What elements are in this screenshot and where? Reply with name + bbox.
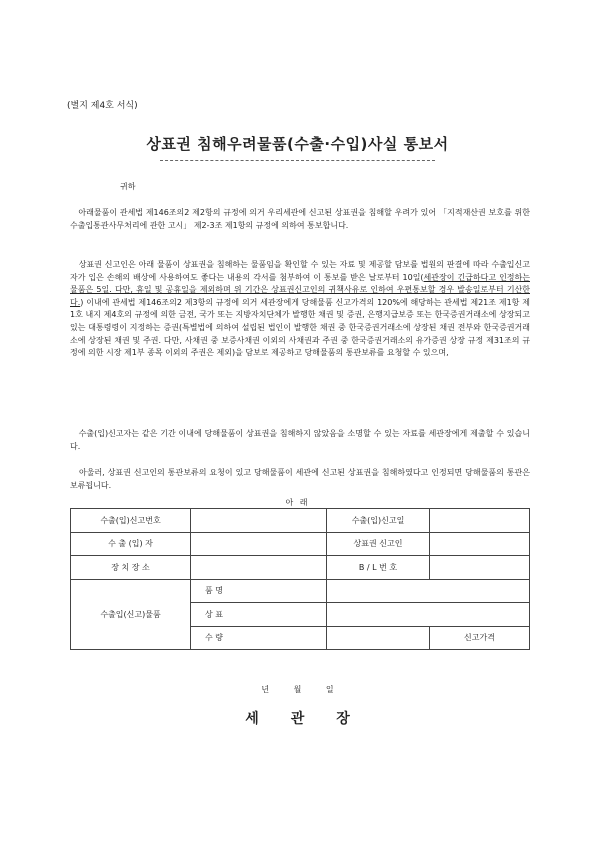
signature-char-1: 세 — [245, 711, 259, 727]
paragraph-trademark-reporter — [70, 259, 530, 360]
trademark-value — [327, 603, 530, 627]
paragraph2-part-a: 상표권 신고인은 아래 물품이 상표권을 침해하는 물품임을 확인할 수 있는 자료 및 제공할 담보를 법원의 판결에 따라 수출입신고자가 입은 손해의 배상에 사용하여도 좋다는 내용의 각서를 첨부하여 이 통보를 받은 날로부터 10일( — [70, 260, 530, 282]
below-label: 아 래 — [285, 498, 310, 507]
declaration-date-value — [430, 509, 530, 533]
recipient-label: 귀하 — [120, 182, 136, 191]
paragraph2-underlined: 세관장이 긴급하다고 인정하는 물품은 5일. 다만, 휴일 및 공휴일을 제외하며 위 기간은 상표권신고인의 귀책사유로 인하여 우편통보할 경우 발송일로부터 기산한다. — [70, 272, 530, 307]
declaration-date-label: 수출(입)신고일 — [327, 509, 430, 533]
declaration-no-label: 수출(입)신고번호 — [71, 509, 191, 533]
signature-char-3: 장 — [336, 711, 350, 727]
trademark-reporter-value — [430, 532, 530, 556]
storage-place-label: 장 치 장 소 — [71, 556, 191, 580]
bl-no-value — [430, 556, 530, 580]
paragraph-hold: 아울러, 상표권 신고인의 통관보류의 요청이 있고 당해물품이 세관에 신고된 상표권을 침해하였다고 인정되면 당해물품의 통관은 보류됩니다. — [70, 468, 530, 490]
goods-label: 수출입(신고)물품 — [71, 579, 191, 650]
date-line: 년 월 일 — [261, 685, 334, 694]
trademark-label: 상 표 — [191, 603, 327, 627]
quantity-value — [327, 626, 430, 650]
signature-char-2: 관 — [290, 711, 305, 727]
goods-info-table — [70, 508, 530, 650]
paragraph-notice: 아래물품이 관세법 제146조의2 제2항의 규정에 의거 우리세관에 신고된 상표권을 침해할 우려가 있어 「지적재산권 보호를 위한 수출입통관사무처리에 관한 고시」 제2-3조 제1항의 규정에 의하여 통보합니다. — [70, 208, 530, 230]
paragraph2-part-b: ) 이내에 관세법 제146조의2 제3항의 규정에 의거 세관장에게 당해물품 신고가격의 120%에 해당하는 관세법 제21조 제1항 제1호 내지 제4호의 규정에 의한 금전, 국가 또는 지방자치단체가 발행한 채권 및 증권, 은행지급보증 또는 한국증권거래소에 상장되고 있는 대통령령이 지정하는 증권(특별법에 의하여 설립된 법인이 발행한 채권 중 한국증권거래소에 상장된 채권 전부와 한국증권거래소에 상장된 채권 및 주권. 다만, 사채권 중 보증사채권 이외의 사채권과 주권 중 한국증권거래소의 유가증권 상장 규정 제31조의 규정에 의한 시장 제1부 종목 이외의 주권은 제외)을 담보로 제공하고 당해물품의 통관보류를 요청할 수 있으며, — [70, 297, 530, 358]
customs-director-signature — [0, 708, 595, 728]
paragraph-declarant: 수출(입)신고자는 같은 기간 이내에 당해물품이 상표권을 침해하지 않았음을 소명할 수 있는 자료를 세관장에게 제출할 수 있습니다. — [70, 429, 530, 451]
document-title: 상표권 침해우려물품(수출·수입)사실 통보서 — [146, 135, 449, 153]
declarant-value — [191, 532, 327, 556]
declarant-label: 수 출 (입) 자 — [71, 532, 191, 556]
declared-price-label: 신고가격 — [430, 626, 530, 650]
item-name-label: 품 명 — [191, 579, 327, 603]
trademark-reporter-label: 상표권 신고인 — [327, 532, 430, 556]
bl-no-label: B / L 번 호 — [327, 556, 430, 580]
item-name-value — [327, 579, 530, 603]
declaration-no-value — [191, 509, 327, 533]
title-divider — [160, 160, 435, 161]
quantity-label: 수 량 — [191, 626, 327, 650]
storage-place-value — [191, 556, 327, 580]
form-number: (별지 제4호 서식) — [67, 101, 138, 111]
